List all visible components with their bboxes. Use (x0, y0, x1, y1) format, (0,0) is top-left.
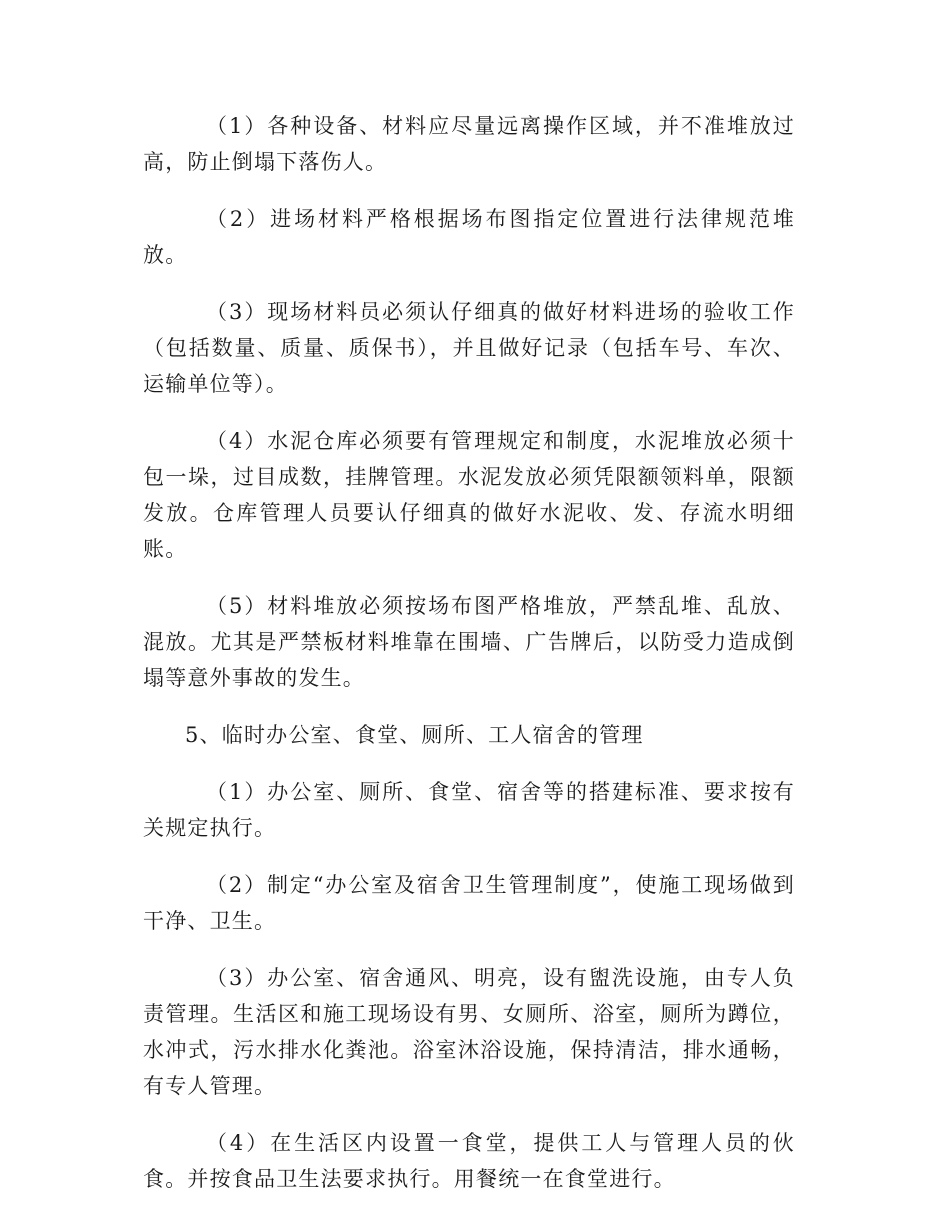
paragraph-item-6: （1）办公室、厕所、食堂、宿舍等的搭建标准、要求按有关规定执行。 (143, 780, 795, 840)
paragraph-item-7: （2）制定“办公室及宿舍卫生管理制度”，使施工现场做到干净、卫生。 (143, 873, 795, 933)
paragraph-item-8: （3）办公室、宿舍通风、明亮，设有盥洗设施，由专人负责管理。生活区和施工现场设有男、女厕所、浴室，厕所为蹲位，水冲式，污水排水化粪池。浴室沐浴设施，保持清洁，排水通畅，有专人管理。 (143, 966, 795, 1098)
paragraph-item-9: （4）在生活区内设置一食堂，提供工人与管理人员的伙食。并按食品卫生法要求执行。用餐统一在食堂进行。 (143, 1131, 795, 1191)
paragraph-item-2: （2）进场材料严格根据场布图指定位置进行法律规范堆放。 (143, 207, 795, 267)
section-heading: 5、临时办公室、食堂、厕所、工人宿舍的管理 (185, 723, 644, 747)
paragraph-item-4: （4）水泥仓库必须要有管理规定和制度，水泥堆放必须十包一垛，过目成数，挂牌管理。水泥发放必须凭限额领料单，限额发放。仓库管理人员要认仔细真的做好水泥收、发、存流水明细账。 (143, 429, 795, 561)
paragraph-item-3: （3）现场材料员必须认仔细真的做好材料进场的验收工作（包括数量、质量、质保书），并且做好记录（包括车号、车次、运输单位等）。 (143, 300, 795, 396)
paragraph-item-5: （5）材料堆放必须按场布图严格堆放，严禁乱堆、乱放、混放。尤其是严禁板材料堆靠在围墙、广告牌后，以防受力造成倒塌等意外事故的发生。 (143, 594, 795, 690)
paragraph-item-1: （1）各种设备、材料应尽量远离操作区域，并不准堆放过高，防止倒塌下落伤人。 (143, 114, 795, 174)
